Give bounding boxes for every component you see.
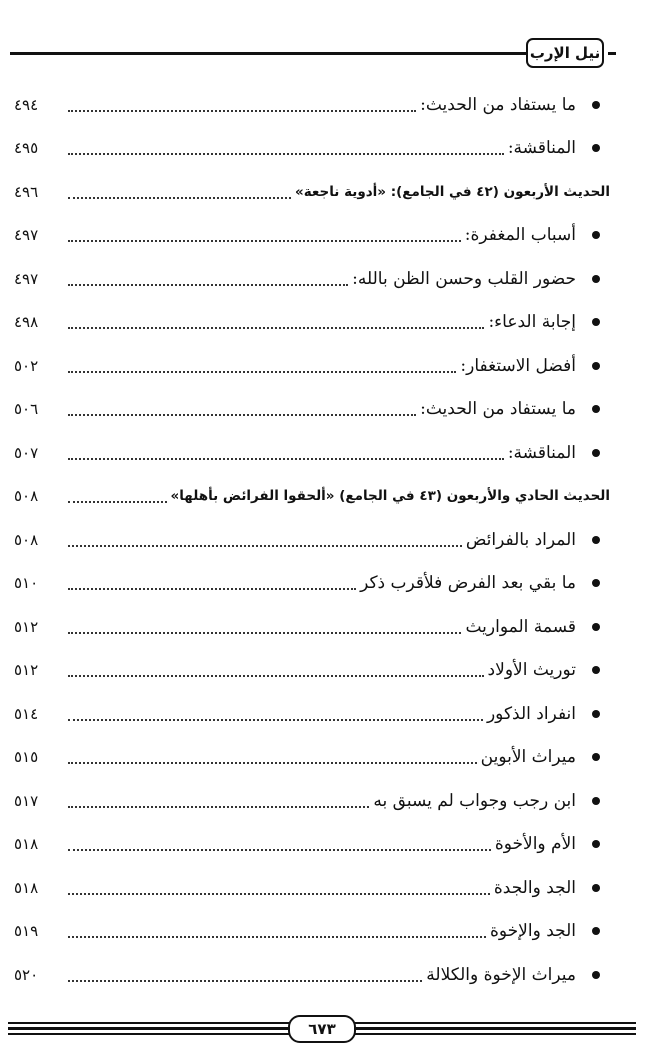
toc-entry-page: ٥١٠ — [14, 574, 39, 593]
table-of-contents — [14, 83, 610, 997]
dot-leader — [68, 501, 167, 503]
dot-leader — [68, 893, 490, 895]
toc-entry-title: ما يستفاد من الحديث: — [420, 399, 576, 420]
toc-entry-page: ٥١٢ — [14, 617, 39, 636]
toc-entry-page: ٥٢٠ — [14, 965, 39, 984]
toc-entry — [14, 692, 610, 736]
toc-entry-title: ابن رجب وجواب لم يسبق به — [373, 790, 576, 811]
bullet-icon — [592, 101, 600, 109]
bullet-icon — [592, 971, 600, 979]
dot-leader — [68, 458, 504, 460]
toc-entry-page: ٥٠٨ — [14, 487, 39, 506]
toc-entry — [14, 910, 610, 954]
page-number: ٦٧٣ — [288, 1015, 356, 1043]
dot-leader — [68, 588, 356, 590]
bullet-icon — [592, 797, 600, 805]
dot-leader — [68, 153, 504, 155]
toc-entry-title: انفراد الذكور — [486, 703, 576, 724]
toc-entry-title: أفضل الاستغفار: — [460, 355, 576, 376]
toc-entry-title: المناقشة: — [507, 442, 576, 463]
dot-leader — [68, 110, 416, 112]
toc-entry — [14, 562, 610, 606]
book-title: نيل الإرب — [526, 38, 604, 68]
toc-entry-page: ٤٩٧ — [14, 269, 39, 288]
bullet-icon — [592, 275, 600, 283]
dot-leader — [68, 327, 484, 329]
toc-entry-title: المراد بالفرائض — [465, 529, 576, 550]
toc-entry-title: المناقشة: — [507, 138, 576, 159]
toc-entry — [14, 518, 610, 562]
page-footer — [0, 1012, 646, 1042]
dot-leader — [68, 632, 461, 634]
dot-leader — [68, 980, 422, 982]
dot-leader — [68, 849, 491, 851]
dot-leader — [68, 197, 291, 199]
bullet-icon — [592, 318, 600, 326]
bullet-icon — [592, 536, 600, 544]
toc-entry-page: ٤٩٦ — [14, 182, 39, 201]
toc-entry-page: ٥١٥ — [14, 748, 39, 767]
bullet-icon — [592, 579, 600, 587]
toc-entry — [14, 736, 610, 780]
toc-entry-page: ٥٠٨ — [14, 530, 39, 549]
header-rule-tick — [608, 52, 616, 55]
bullet-icon — [592, 840, 600, 848]
toc-entry-page: ٤٩٥ — [14, 139, 39, 158]
toc-entry-page: ٥١٨ — [14, 835, 39, 854]
toc-entry — [14, 823, 610, 867]
toc-entry — [14, 301, 610, 345]
toc-entry-title: أسباب المغفرة: — [464, 225, 576, 246]
toc-entry-page: ٥١٩ — [14, 922, 39, 941]
dot-leader — [68, 806, 369, 808]
dot-leader — [68, 545, 462, 547]
dot-leader — [68, 284, 348, 286]
bullet-icon — [592, 449, 600, 457]
toc-entry — [14, 953, 610, 997]
dot-leader — [68, 762, 477, 764]
toc-entry — [14, 83, 610, 127]
toc-entry-page: ٥١٨ — [14, 878, 39, 897]
toc-entry — [14, 779, 610, 823]
toc-entry-title: ما بقي بعد الفرض فلأقرب ذكر — [360, 573, 576, 594]
dot-leader — [68, 719, 483, 721]
toc-entry-title: ميراث الأبوين — [480, 747, 576, 768]
toc-entry-page: ٤٩٧ — [14, 226, 39, 245]
toc-entry-page: ٥٠٢ — [14, 356, 39, 375]
toc-entry — [14, 605, 610, 649]
toc-entry — [14, 649, 610, 693]
toc-entry-page: ٥١٤ — [14, 704, 39, 723]
toc-section-heading — [14, 170, 610, 214]
toc-entry-title: قسمة المواريث — [465, 616, 576, 637]
dot-leader — [68, 371, 456, 373]
bullet-icon — [592, 753, 600, 761]
bullet-icon — [592, 623, 600, 631]
toc-entry — [14, 431, 610, 475]
toc-entry-title: حضور القلب وحسن الظن بالله: — [352, 268, 576, 289]
toc-entry-page: ٤٩٤ — [14, 95, 39, 114]
toc-entry-title: إجابة الدعاء: — [488, 312, 576, 333]
bullet-icon — [592, 405, 600, 413]
toc-entry — [14, 866, 610, 910]
toc-entry — [14, 344, 610, 388]
toc-entry-title: الحديث الحادي والأربعون (٤٣ في الجامع) «ألحقوا الفرائض بأهلها» — [170, 488, 610, 505]
toc-entry-page: ٤٩٨ — [14, 313, 39, 332]
toc-entry-title: ميراث الإخوة والكلالة — [426, 964, 576, 985]
toc-entry-title: الأم والأخوة — [494, 834, 576, 855]
toc-entry-page: ٥٠٧ — [14, 443, 39, 462]
toc-entry — [14, 257, 610, 301]
toc-entry-title: الجد والجدة — [493, 877, 576, 898]
toc-entry — [14, 214, 610, 258]
toc-entry — [14, 127, 610, 171]
toc-entry-page: ٥١٧ — [14, 791, 39, 810]
dot-leader — [68, 240, 461, 242]
toc-entry-title: الجد والإخوة — [489, 921, 576, 942]
bullet-icon — [592, 666, 600, 674]
bullet-icon — [592, 927, 600, 935]
toc-entry-title: الحديث الأربعون (٤٢ في الجامع): «أدوية ناجعة» — [294, 183, 610, 200]
bullet-icon — [592, 144, 600, 152]
bullet-icon — [592, 710, 600, 718]
toc-entry-page: ٥١٢ — [14, 661, 39, 680]
toc-entry-page: ٥٠٦ — [14, 400, 39, 419]
toc-entry — [14, 388, 610, 432]
dot-leader — [68, 414, 416, 416]
dot-leader — [68, 936, 486, 938]
dot-leader — [68, 675, 484, 677]
toc-entry-title: ما يستفاد من الحديث: — [420, 94, 576, 115]
header-rule — [10, 52, 594, 55]
bullet-icon — [592, 884, 600, 892]
running-header — [0, 36, 646, 76]
toc-section-heading — [14, 475, 610, 519]
toc-entry-title: توريث الأولاد — [487, 660, 576, 681]
bullet-icon — [592, 231, 600, 239]
bullet-icon — [592, 362, 600, 370]
